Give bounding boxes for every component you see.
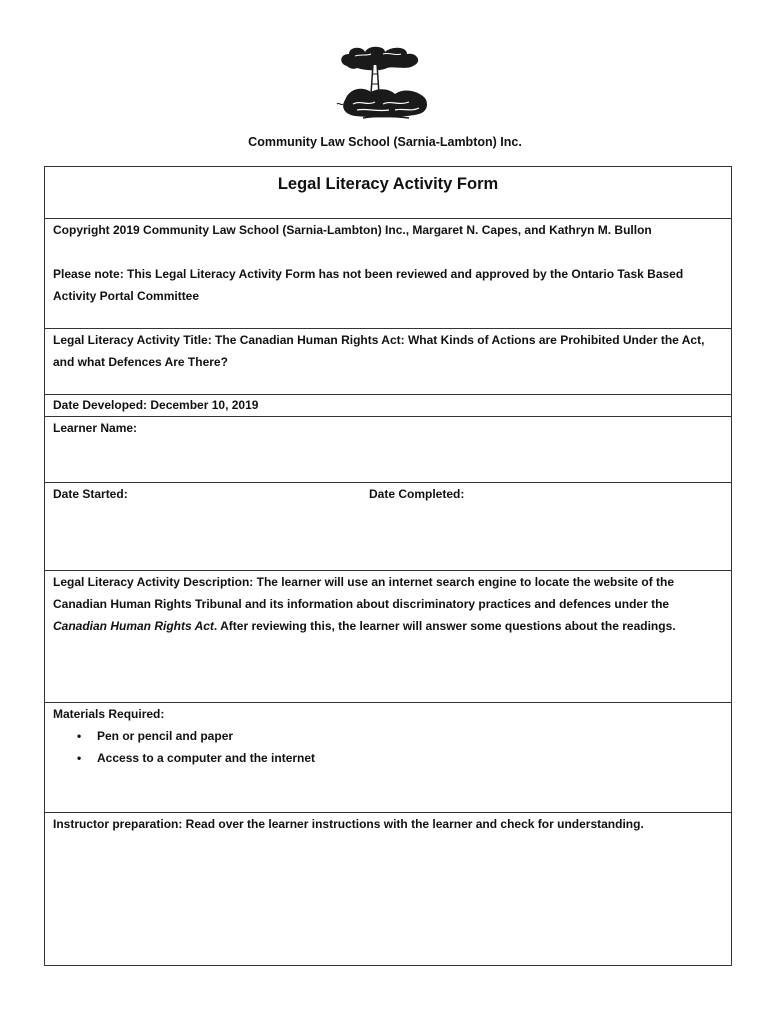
materials-row (45, 703, 731, 813)
activity-title-row (45, 329, 731, 395)
materials-item: • Pen or pencil and paper (97, 725, 723, 747)
learner-name-label: Learner Name: (53, 421, 138, 435)
form-title-row (45, 167, 731, 219)
description-act-name: Canadian Human Rights Act (53, 619, 214, 633)
description-text-start: Legal Literacy Activity Description: The learner will use an internet search engine to locate the website of the Canadian Human Rights Tribunal and its information about discriminatory practices and defences under the (53, 575, 675, 611)
activity-form (44, 166, 732, 966)
activity-description (53, 571, 723, 637)
materials-list (53, 725, 723, 769)
date-developed: Date Developed: December 10, 2019 (53, 398, 259, 412)
form-title: Legal Literacy Activity Form (277, 175, 499, 193)
description-text-end: . After reviewing this, the learner will answer some questions about the readings. (213, 619, 676, 633)
materials-item: • Access to a computer and the internet (97, 747, 723, 769)
review-note: Please note: This Legal Literacy Activity Form has not been reviewed and approved by the Ontario Task Based Activity Portal Committee (53, 267, 684, 303)
learner-name-row (45, 417, 731, 483)
materials-label: Materials Required: (53, 707, 165, 721)
activity-title: Legal Literacy Activity Title: The Canadian Human Rights Act: What Kinds of Actions are Prohibited Under the Act, and what Defences Are There? (53, 333, 705, 369)
description-row (45, 571, 731, 703)
copyright-text: Copyright 2019 Community Law School (Sarnia-Lambton) Inc., Margaret N. Capes, and Kathryn M. Bullon (53, 223, 652, 237)
date-completed-label: Date Completed: (369, 487, 465, 501)
date-started-label: Date Started: (53, 487, 128, 501)
organization-name: Community Law School (Sarnia-Lambton) Inc. (248, 135, 522, 149)
lighthouse-logo (333, 44, 437, 120)
copyright-row (45, 219, 731, 329)
instructor-preparation: Instructor preparation: Read over the learner instructions with the learner and check for understanding. (53, 817, 644, 831)
instructor-preparation-row (45, 813, 731, 965)
dates-row (45, 483, 731, 571)
date-developed-row (45, 395, 731, 417)
